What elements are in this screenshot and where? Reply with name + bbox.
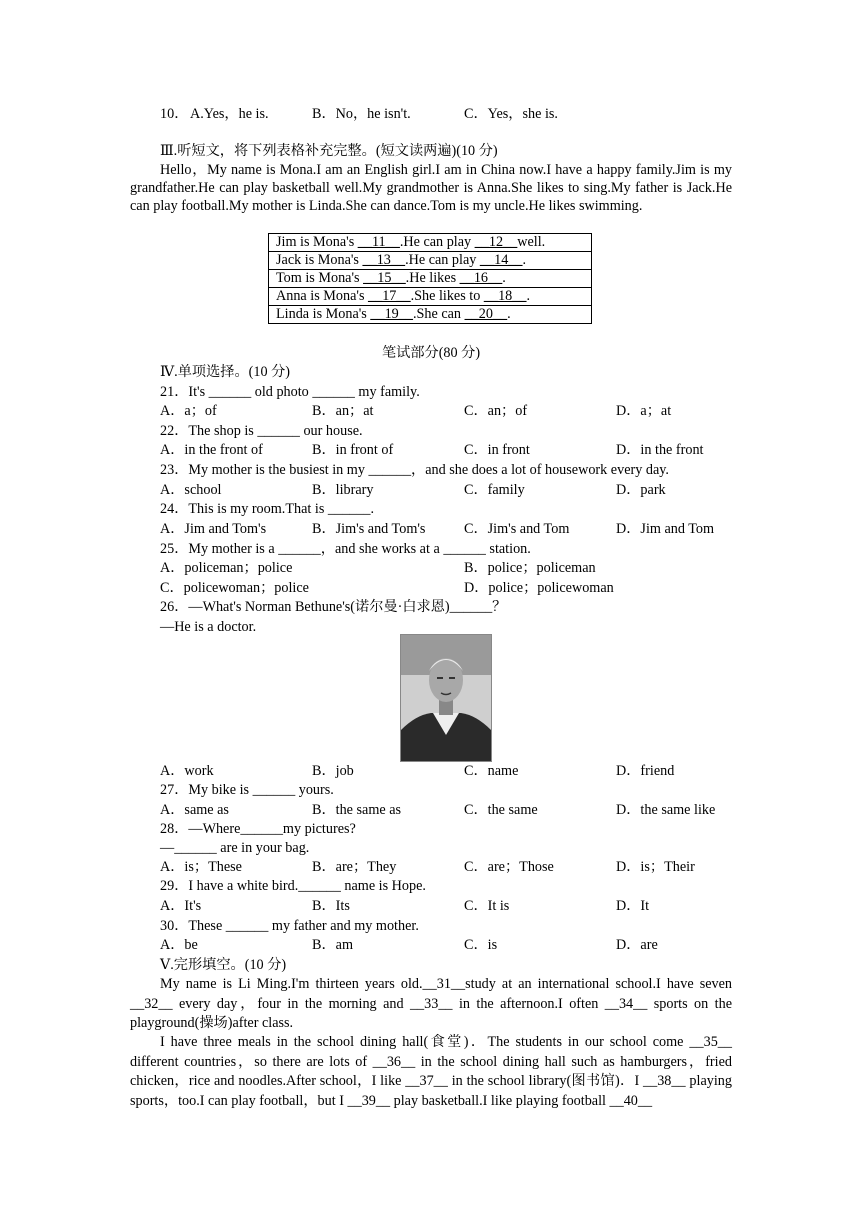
option-a: A．school <box>160 482 222 498</box>
row-text: . <box>526 288 530 304</box>
option-c: C．the same <box>464 802 538 818</box>
written-part-title: 笔试部分(80 分) <box>381 345 481 361</box>
table-row <box>269 306 592 324</box>
option-b: B．an；at <box>312 403 374 419</box>
table-row <box>269 288 592 306</box>
cloze-paragraph-2: I have three meals in the school dining hall(食堂)．The students in our school come __35__ different countries，so there are lots of __36__ in the school dining hall such as hamburgers，fried chicken，rice and noodles.After school，I like __37__ in the school library(图书馆)．I __38__ playing sports，too.I can play football，but I __39__ play basketball.I like playing football __40__ <box>130 1034 732 1109</box>
option-d: D．is；Their <box>616 859 695 875</box>
option-c: C．Jim's and Tom <box>464 521 570 537</box>
q10-option-c: C．Yes，she is. <box>464 106 558 122</box>
blank: __13__ <box>362 252 406 268</box>
bethune-photo <box>400 634 492 762</box>
q26-reply: —He is a doctor. <box>160 619 257 635</box>
row-text: .He can play <box>405 252 480 268</box>
table-row <box>269 270 592 288</box>
blank: __15__ <box>363 270 406 286</box>
option-c: C．policewoman；police <box>160 580 309 596</box>
option-c: C．an；of <box>464 403 528 419</box>
section-3-passage: Hello，My name is Mona.I am an English girl.I am in China now.I have a happy family.Jim is my grandfather.He can play basketball well.My grandmother is Anna.She likes to sing.My father is Jack.He can play football.My mother is Linda.She can dance.Tom is my uncle.He likes swimming. <box>130 162 732 214</box>
option-b: B．police；policeman <box>464 560 596 576</box>
option-a: A．It's <box>160 898 202 914</box>
q30-stem: 30．These ______ my father and my mother. <box>160 918 419 934</box>
table-row <box>269 252 592 270</box>
blank: __14__ <box>479 252 523 268</box>
row-text: . <box>522 252 527 268</box>
blank: __19__ <box>370 306 413 322</box>
q28-stem: 28．—Where______my pictures? <box>160 821 356 837</box>
option-b: B．library <box>312 482 374 498</box>
q23-stem: 23．My mother is the busiest in my ______，and she does a lot of housework every day. <box>160 462 669 478</box>
q22-stem: 22．The shop is ______ our house. <box>160 423 363 439</box>
row-text: Jack is Mona's <box>276 252 363 268</box>
option-c: C．are；Those <box>464 859 554 875</box>
q28-reply: —______ are in your bag. <box>160 840 310 856</box>
option-a: A．a；of <box>160 403 217 419</box>
q25-stem: 25．My mother is a ______，and she works at a ______ station. <box>160 541 531 557</box>
section-5-heading: Ⅴ.完形填空。(10 分) <box>160 957 287 973</box>
section-4-heading: Ⅳ.单项选择。(10 分) <box>160 364 291 380</box>
cloze-paragraph-1: My name is Li Ming.I'm thirteen years old.__31__study at an international school.I have seven __32__ every day，four in the morning and __33__ in the afternoon.I often __34__ sports on the playground(操场)after class. <box>130 976 732 1031</box>
table-row <box>269 234 592 252</box>
option-d: D．in the front <box>616 442 704 458</box>
option-b: B．am <box>312 937 353 953</box>
row-text: .She can <box>412 306 465 322</box>
row-text: .He likes <box>405 270 460 286</box>
option-d: D．park <box>616 482 666 498</box>
q10-number: 10． <box>160 106 189 122</box>
option-d: D．the same like <box>616 802 716 818</box>
q21-stem: 21．It's ______ old photo ______ my family. <box>160 384 420 400</box>
option-c: C．name <box>464 763 519 779</box>
blank: __20__ <box>464 306 508 322</box>
option-b: B．job <box>312 763 354 779</box>
option-d: D．It <box>616 898 650 914</box>
option-c: C．in front <box>464 442 530 458</box>
option-a: A．same as <box>160 802 229 818</box>
blank: __12__ <box>474 234 518 250</box>
option-d: D．friend <box>616 763 675 779</box>
q27-stem: 27．My bike is ______ yours. <box>160 782 334 798</box>
option-b: B．in front of <box>312 442 394 458</box>
row-text: Linda is Mona's <box>276 306 371 322</box>
q10-option-a: A.Yes，he is. <box>190 106 269 122</box>
portrait-image <box>401 635 491 761</box>
option-d: D．are <box>616 937 658 953</box>
option-a: A．Jim and Tom's <box>160 521 267 537</box>
blank: __18__ <box>483 288 527 304</box>
option-d: D．police；policewoman <box>464 580 614 596</box>
row-text: Tom is Mona's <box>276 270 364 286</box>
row-text: Jim is Mona's <box>276 234 358 250</box>
blank: __11__ <box>357 234 400 250</box>
row-text: . <box>502 270 506 286</box>
option-c: C．It is <box>464 898 510 914</box>
row-text: Anna is Mona's <box>276 288 369 304</box>
option-b: B．are；They <box>312 859 397 875</box>
blank: __16__ <box>459 270 503 286</box>
option-b: B．the same as <box>312 802 402 818</box>
option-c: C．is <box>464 937 498 953</box>
blank: __17__ <box>368 288 411 304</box>
q24-stem: 24．This is my room.That is ______. <box>160 501 374 517</box>
row-text: .She likes to <box>410 288 484 304</box>
option-a: A．be <box>160 937 198 953</box>
row-text: well. <box>517 234 546 250</box>
option-b: B．Its <box>312 898 350 914</box>
option-a: A．is；These <box>160 859 242 875</box>
q10-option-b: B．No，he isn't. <box>312 106 411 122</box>
q29-stem: 29．I have a white bird.______ name is Hope. <box>160 878 426 894</box>
option-d: D．Jim and Tom <box>616 521 715 537</box>
row-text: . <box>507 306 511 322</box>
option-a: A．policeman；police <box>160 560 293 576</box>
option-b: B．Jim's and Tom's <box>312 521 426 537</box>
row-text: .He can play <box>399 234 475 250</box>
q26-stem: 26．—What's Norman Bethune's(诺尔曼·白求恩)______？ <box>160 599 507 615</box>
option-d: D．a；at <box>616 403 672 419</box>
option-a: A．in the front of <box>160 442 263 458</box>
option-c: C．family <box>464 482 525 498</box>
fill-table <box>268 233 592 324</box>
section-3-heading: Ⅲ.听短文，将下列表格补充完整。(短文读两遍)(10 分) <box>160 143 498 159</box>
option-a: A．work <box>160 763 214 779</box>
